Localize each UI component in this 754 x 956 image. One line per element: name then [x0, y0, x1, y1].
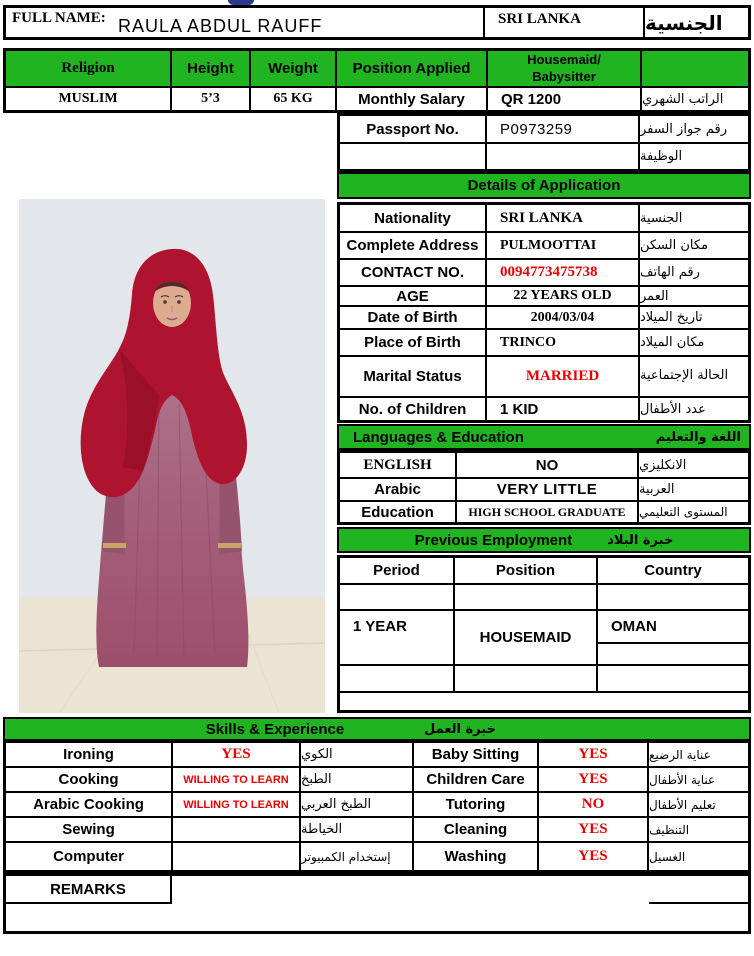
skills-title-bar — [3, 717, 751, 741]
employment-table — [337, 555, 751, 713]
nationality-ar: الجنسية — [640, 205, 748, 233]
table-row — [340, 307, 748, 330]
age-value: 22 YEARS OLD — [487, 287, 640, 307]
skill-value: YES — [539, 843, 649, 870]
education-label: Education — [340, 502, 457, 522]
weight-value: 65 KG — [251, 88, 337, 110]
education-value: HIGH SCHOOL GRADUATE — [457, 502, 639, 522]
skill-value: YES — [539, 743, 649, 768]
employment-title-ar: خبرة البلاد — [607, 532, 674, 548]
details-title-bar — [337, 172, 751, 199]
skill-value: NO — [539, 793, 649, 818]
country-column — [598, 558, 748, 710]
marital-label: Marital Status — [340, 357, 487, 398]
english-label: ENGLISH — [340, 453, 457, 479]
contact-ar: رقم الهاتف — [640, 260, 748, 287]
remarks-label-column — [6, 876, 172, 931]
applicant-photo — [19, 199, 325, 713]
table-row — [340, 398, 748, 420]
position-value-cell: Housemaid/ Babysitter — [488, 51, 642, 88]
religion-value: MUSLIM — [6, 88, 172, 110]
skill-ar: التنظيف — [649, 818, 748, 843]
skill-ar: الكوي — [301, 743, 414, 768]
skill-label: Sewing — [6, 818, 173, 843]
nationality-ar-cell: الجنسية — [645, 10, 723, 35]
table-row — [340, 205, 748, 233]
table-row — [6, 743, 748, 768]
period-value: 1 YEAR — [340, 611, 455, 666]
remarks-value-cell — [172, 876, 649, 931]
skill-value: WILLING TO LEARN — [173, 768, 301, 793]
skill-ar: الخياطة — [301, 818, 414, 843]
skill-label: Ironing — [6, 743, 173, 768]
passport-value: P0973259 — [487, 116, 640, 144]
skill-label: Arabic Cooking — [6, 793, 173, 818]
arabic-value: VERY LITTLE — [457, 479, 639, 502]
skill-value: YES — [539, 768, 649, 793]
position-value: HOUSEMAID — [455, 611, 598, 666]
skill-value: YES — [173, 743, 301, 768]
skill-label: Computer — [6, 843, 173, 870]
children-label: No. of Children — [340, 398, 487, 420]
skill-value: YES — [539, 818, 649, 843]
position-column — [455, 558, 598, 710]
remarks-table — [3, 873, 751, 934]
languages-title-ar: اللغة والتعليم — [655, 429, 741, 445]
contact-value: 0094773475738 — [487, 260, 640, 287]
position-header: Position — [455, 558, 598, 585]
table-row — [340, 479, 748, 502]
age-label: AGE — [340, 287, 487, 307]
full-name-label: FULL NAME: — [12, 10, 106, 26]
table-row — [340, 260, 748, 287]
details-title: Details of Application — [467, 177, 621, 194]
empty-cell — [455, 693, 598, 710]
empty-cell — [598, 693, 748, 710]
skill-ar: الطبخ العربي — [301, 793, 414, 818]
table-row — [340, 287, 748, 307]
employment-title-bar — [337, 527, 751, 553]
table-row — [340, 233, 748, 260]
pob-label: Place of Birth — [340, 330, 487, 357]
profile-header-empty-cell — [642, 51, 748, 88]
languages-title-bar — [337, 424, 751, 450]
weight-header: Weight — [251, 51, 337, 88]
dob-ar: تاريخ الميلاد — [640, 307, 748, 330]
skill-ar: إستخدام الكمبيوتر — [301, 843, 414, 870]
period-column — [340, 558, 455, 710]
children-value: 1 KID — [487, 398, 640, 420]
address-label: Complete Address — [340, 233, 487, 260]
skill-label: Cooking — [6, 768, 173, 793]
skill-label: Children Care — [414, 768, 539, 793]
skill-label: Cleaning — [414, 818, 539, 843]
education-ar: المستوى التعليمي — [639, 505, 728, 519]
children-ar: عدد الأطفال — [640, 401, 706, 417]
table-row — [340, 330, 748, 357]
empty-cell — [340, 666, 455, 693]
table-row — [6, 843, 748, 870]
empty-cell — [6, 904, 172, 931]
empty-cell — [598, 666, 748, 693]
arabic-label: Arabic — [340, 479, 457, 502]
table-row — [340, 453, 748, 479]
skills-table — [3, 740, 751, 873]
employment-title: Previous Employment — [414, 531, 573, 549]
full-name-value: RAULA ABDUL RAUFF — [118, 16, 323, 36]
table-row — [340, 357, 748, 398]
empty-cell — [598, 585, 748, 611]
skill-value — [173, 843, 301, 870]
empty-cell — [455, 585, 598, 611]
english-value: NO — [457, 453, 639, 479]
skill-ar: الطبخ — [301, 768, 414, 793]
height-header: Height — [172, 51, 251, 88]
profile-header-table — [3, 48, 751, 113]
dob-value: 2004/03/04 — [487, 307, 640, 330]
full-name-table — [3, 5, 751, 40]
skill-ar: الغسيل — [649, 849, 686, 864]
empty-cell — [340, 585, 455, 611]
arabic-ar: العربية — [639, 479, 748, 502]
empty-cell — [649, 904, 748, 931]
monthly-salary-value: QR 1200 — [488, 88, 642, 110]
skills-title: Skills & Experience — [205, 720, 345, 738]
details-table — [337, 202, 751, 423]
skill-value: WILLING TO LEARN — [173, 793, 301, 818]
skill-value — [173, 818, 301, 843]
remarks-side-column — [649, 876, 748, 931]
english-ar: الانكليزي — [639, 453, 748, 479]
position-applied-header: Position Applied — [337, 51, 488, 88]
passport-ar: رقم جواز السفر — [640, 116, 748, 144]
country-value: OMAN — [598, 611, 748, 644]
marital-ar: الحالة الإجتماعية — [640, 357, 748, 398]
height-value: 5’3 — [172, 88, 251, 110]
empty-cell — [455, 666, 598, 693]
pob-value: TRINCO — [487, 330, 640, 357]
address-ar: مكان السكن — [640, 233, 748, 260]
full-name-cell — [6, 8, 485, 37]
address-value: PULMOOTTAI — [487, 233, 640, 260]
pob-ar: مكان الميلاد — [640, 330, 748, 357]
passport-table — [337, 113, 751, 172]
monthly-salary-label: Monthly Salary — [337, 88, 488, 110]
skill-label: Baby Sitting — [414, 743, 539, 768]
remarks-value-column — [172, 876, 649, 931]
monthly-salary-ar: الراتب الشهري — [642, 91, 724, 107]
empty-cell — [649, 876, 748, 904]
age-ar: العمر — [640, 287, 748, 307]
skill-label: Washing — [414, 843, 539, 870]
nationality-label: Nationality — [340, 205, 487, 233]
table-row — [6, 818, 748, 843]
skill-ar: تعليم الأطفال — [649, 793, 748, 818]
remarks-label: REMARKS — [6, 876, 172, 904]
empty-label-cell — [340, 144, 487, 169]
applicant-photo-illustration — [19, 199, 325, 713]
skill-label: Tutoring — [414, 793, 539, 818]
passport-label: Passport No. — [340, 116, 487, 144]
marital-value: MARRIED — [487, 357, 640, 398]
dob-label: Date of Birth — [340, 307, 487, 330]
empty-cell — [598, 644, 748, 666]
skill-ar: عناية الأطفال — [649, 768, 748, 793]
skills-title-ar: خبرة العمل — [424, 721, 496, 737]
occupation-ar: الوظيفة — [640, 149, 683, 164]
languages-title: Languages & Education — [353, 428, 524, 446]
empty-value-cell — [487, 144, 640, 169]
period-header: Period — [340, 558, 455, 585]
nationality-value: SRI LANKA — [487, 205, 640, 233]
religion-header: Religion — [6, 51, 172, 88]
table-row — [340, 502, 748, 522]
empty-cell — [340, 693, 455, 710]
skill-ar: عناية الرضيع — [649, 743, 748, 768]
contact-label: CONTACT NO. — [340, 260, 487, 287]
country-cell: SRI LANKA — [485, 8, 645, 37]
table-row — [6, 768, 748, 793]
table-row — [6, 793, 748, 818]
languages-table — [337, 450, 751, 525]
country-header: Country — [598, 558, 748, 585]
